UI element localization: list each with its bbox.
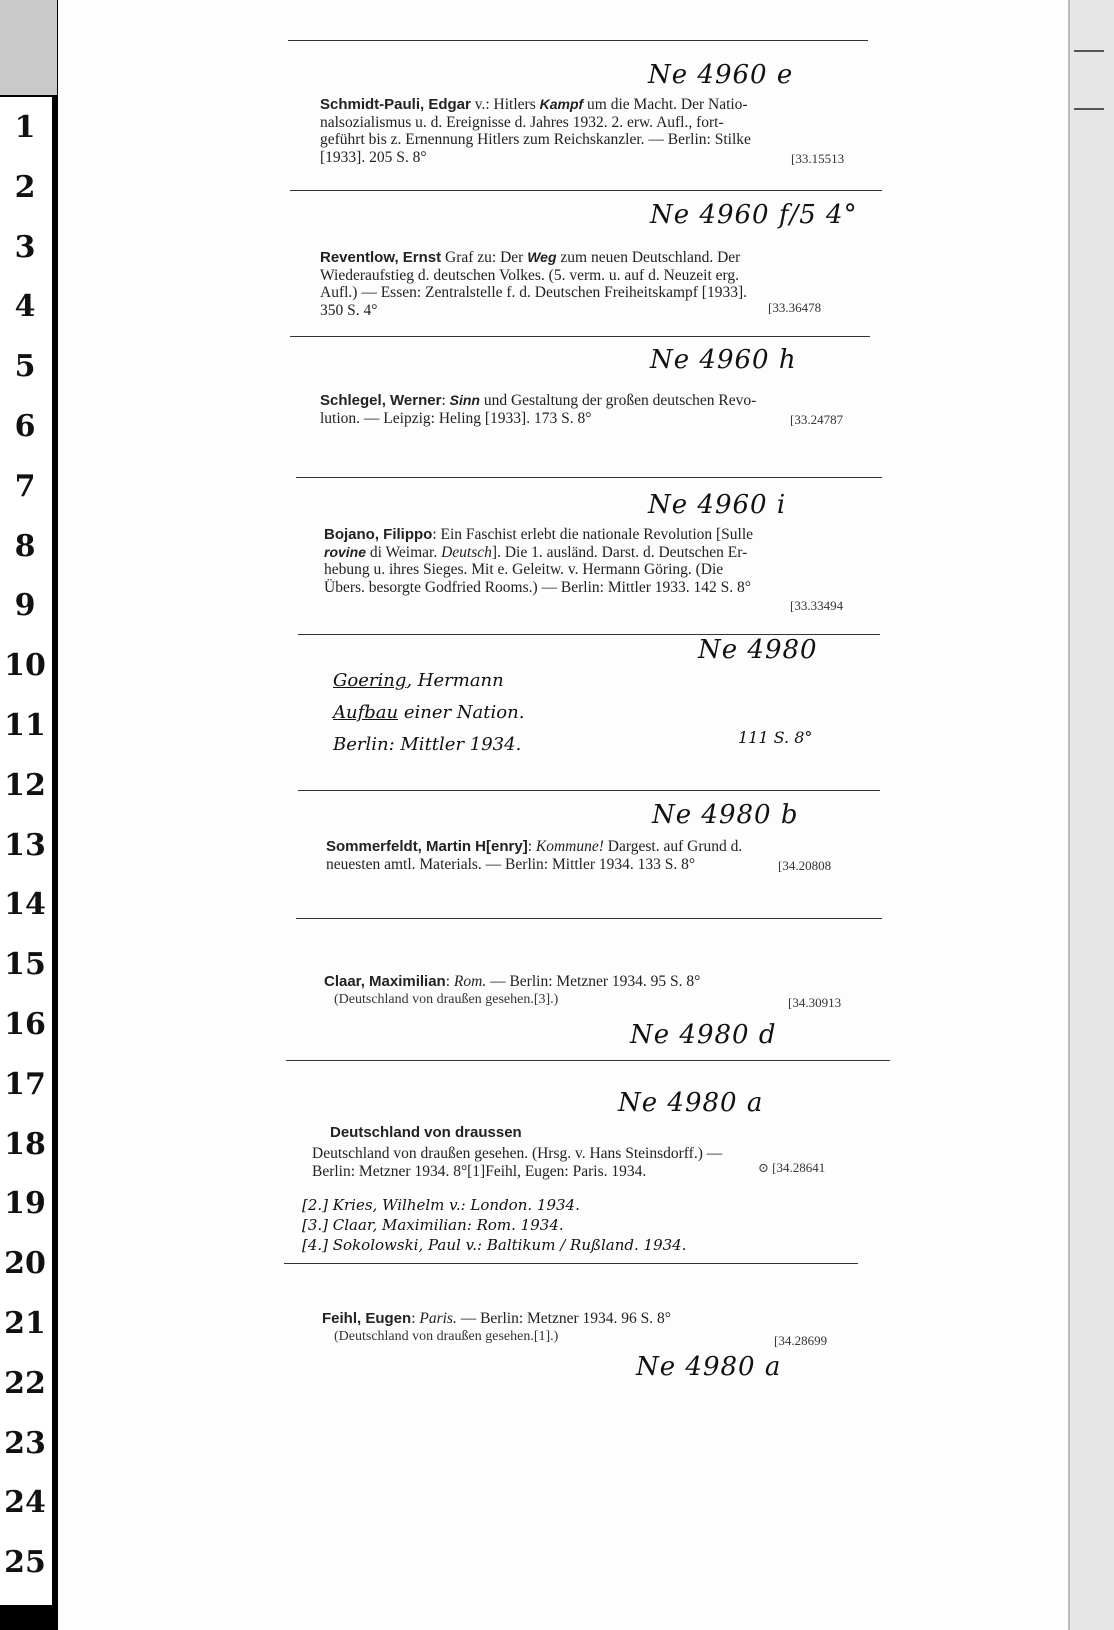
catalog-entry: Claar, Maximilian: Rom. — Berlin: Metzner 1934. 95 S. 8°	[324, 973, 701, 990]
card-divider	[286, 1060, 890, 1061]
call-number: [33.15513	[791, 151, 845, 166]
entry-author: Claar, Maximilian	[324, 973, 446, 990]
shelfmark: Ne 4960 f/5 4°	[650, 200, 858, 230]
catalog-entry: Deutschland von draußen gesehen. (Hrsg. v. Hans Steinsdorff.) — Berlin: Metzner 1934. 8°[1]Feihl, Eugen: Paris. 1934.	[312, 1145, 723, 1180]
entry-author: Sommerfeldt, Martin H[enry]	[326, 838, 528, 855]
edge-mark	[1074, 50, 1104, 52]
row-number: 11	[4, 708, 46, 743]
handwritten-pages: 111 S. 8°	[738, 728, 813, 747]
row-number: 22	[4, 1365, 46, 1401]
entry-keyword: Kommune!	[535, 838, 604, 855]
handwritten-volume-list: [2.] Kries, Wilhelm v.: London. 1934.	[302, 1196, 580, 1214]
call-number: [34.30913	[788, 995, 842, 1010]
card-divider	[296, 918, 882, 919]
row-number: 8	[14, 528, 36, 564]
row-number: 12	[4, 767, 46, 803]
card-divider	[290, 190, 882, 191]
row-number: 14	[4, 887, 46, 923]
shelfmark: Ne 4980 b	[652, 800, 799, 830]
row-number: 1	[14, 110, 36, 145]
entry-keyword: Rom.	[453, 973, 487, 990]
shelfmark: Ne 4960 i	[648, 490, 787, 520]
catalog-entry: Feihl, Eugen: Paris. — Berlin: Metzner 1934. 96 S. 8°	[322, 1310, 671, 1327]
handwritten-volume-list: [4.] Sokolowski, Paul v.: Baltikum / Rußland. 1934.	[302, 1236, 687, 1254]
entry-author: Reventlow, Ernst	[320, 249, 442, 266]
catalog-entry: Bojano, Filippo: Ein Faschist erlebt die nationale Revolution [Sulle rovine di Weimar. Deutsch]. Die 1. ausländ. Darst. d. Deutschen Er- hebung u. ihres Sieges. Mit e. Geleitw. v. Hermann Göring. (Die Übers. besorgte Godfried Rooms.) — Berlin: Mittler 1933. 142 S. 8°	[324, 526, 754, 596]
row-number: 7	[14, 468, 36, 504]
call-number: [34.28699	[774, 1333, 828, 1348]
edge-mark	[1074, 108, 1104, 110]
entry-author: Bojano, Filippo	[324, 526, 433, 543]
call-number: [33.36478	[768, 300, 822, 315]
catalog-page	[58, 0, 1068, 1630]
catalog-entry: Sommerfeldt, Martin H[enry]: Kommune! Dargest. auf Grund d. neuesten amtl. Materials. — Berlin: Mittler 1934. 133 S. 8°	[326, 838, 743, 873]
row-number: 20	[4, 1246, 46, 1282]
row-number: 10	[4, 648, 46, 684]
entry-keyword: Kampf	[539, 96, 584, 112]
handwritten-volume-list: [3.] Claar, Maximilian: Rom. 1934.	[302, 1216, 564, 1234]
series-note: (Deutschland von draußen gesehen.[1].)	[334, 1329, 559, 1344]
shelfmark: Ne 4960 e	[648, 60, 794, 90]
row-number: 19	[4, 1186, 46, 1222]
call-number: [33.33494	[790, 598, 844, 613]
row-number: 21	[4, 1306, 46, 1341]
card-divider	[288, 40, 868, 41]
shelfmark: Ne 4980 d	[630, 1020, 777, 1050]
handwritten-entry-line: Berlin: Mittler 1934.	[333, 734, 522, 755]
call-number: ⊙ [34.28641	[758, 1160, 826, 1175]
entry-keyword: rovine	[324, 543, 367, 560]
catalog-entry: Reventlow, Ernst Graf zu: Der Weg zum neuen Deutschland. Der Wiederaufstieg d. deutschen Volkes. (5. verm. u. auf d. Neuzeit erg. Aufl.) — Essen: Zentralstelle f. d. Deutschen Freiheitskampf [1933]. 350 S. 4°	[320, 249, 747, 319]
card-divider	[296, 477, 882, 478]
page-edge	[1068, 0, 1114, 1630]
row-number: 9	[14, 588, 36, 624]
entry-author: Schlegel, Werner	[320, 392, 442, 409]
shelfmark: Ne 4980 a	[636, 1352, 782, 1382]
handwritten-entry-line: Goering, Hermann	[333, 670, 504, 691]
card-divider	[284, 1263, 858, 1264]
row-number: 3	[14, 229, 36, 265]
entry-keyword: Sinn	[449, 392, 480, 408]
row-number: 18	[4, 1126, 46, 1162]
entry-keyword: Paris.	[419, 1310, 457, 1327]
row-number: 5	[14, 349, 36, 385]
row-number: 13	[4, 827, 46, 863]
row-number: 4	[14, 289, 36, 325]
card-divider	[290, 336, 870, 337]
row-number-ruler	[0, 97, 52, 1605]
row-number: 25	[4, 1545, 46, 1581]
row-number: 15	[4, 947, 46, 983]
handwritten-entry-line: Aufbau einer Nation.	[333, 702, 525, 723]
call-number: [34.20808	[778, 858, 832, 873]
row-number: 2	[14, 169, 36, 205]
row-number: 17	[4, 1066, 46, 1102]
entry-author: Feihl, Eugen	[322, 1310, 412, 1327]
series-note: (Deutschland von draußen gesehen.[3].)	[334, 992, 559, 1007]
row-number: 24	[4, 1485, 46, 1521]
row-number: 6	[14, 409, 36, 444]
collection-heading: Deutschland von draussen	[330, 1124, 522, 1141]
entry-author: Schmidt-Pauli, Edgar	[320, 96, 471, 113]
card-divider	[298, 790, 880, 791]
top-gray-area	[0, 0, 57, 95]
call-number: [33.24787	[790, 412, 844, 427]
row-number: 23	[4, 1425, 46, 1461]
row-number: 16	[4, 1007, 46, 1042]
shelfmark: Ne 4980	[698, 635, 818, 665]
shelfmark: Ne 4980 a	[618, 1088, 764, 1118]
shelfmark: Ne 4960 h	[650, 345, 797, 375]
entry-keyword: Weg	[527, 249, 557, 265]
catalog-entry: Schmidt-Pauli, Edgar v.: Hitlers Kampf um die Macht. Der Natio- nalsozialismus u. d. Ereignisse d. Jahres 1932. 2. erw. Aufl., fort- geführt bis z. Ernennung Hitlers zum Reichskanzler. — Berlin: Stilke [1933]. 205 S. 8°	[320, 96, 751, 166]
catalog-entry: Schlegel, Werner: Sinn und Gestaltung der großen deutschen Revo- lution. — Leipzig: Heling [1933]. 173 S. 8°	[320, 392, 757, 427]
